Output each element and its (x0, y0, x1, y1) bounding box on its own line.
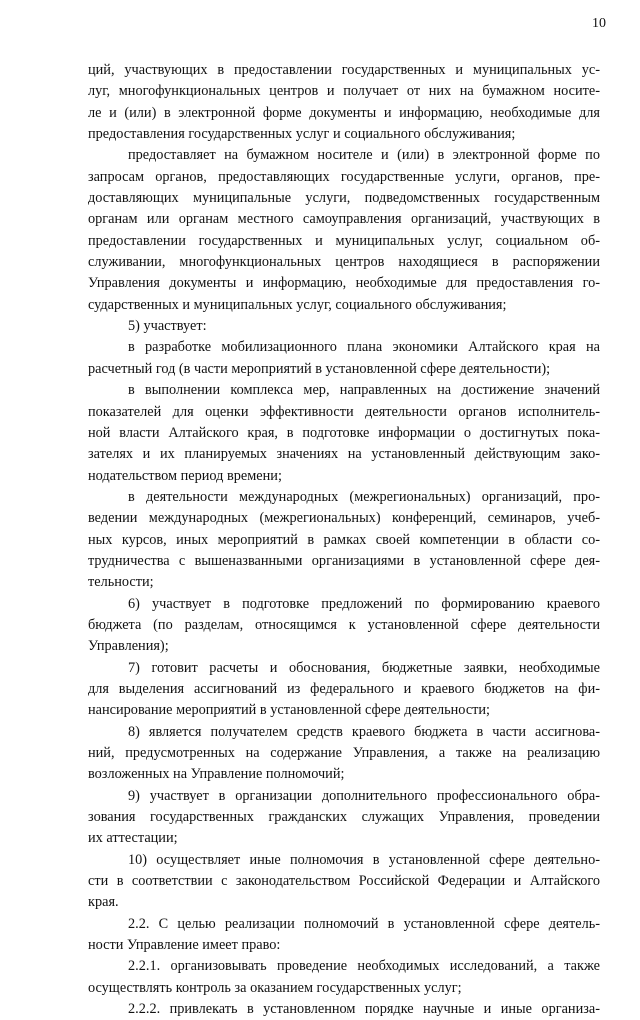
text-line: предоставления государственных услуг и социального обслуживания; (88, 126, 516, 143)
text-line: предоставляет на бумажном носителе и (или) в электронной форме по (128, 147, 600, 164)
text-line: ной власти Алтайского края, в подготовке информации о достигнутых пока- (88, 424, 600, 441)
text-line: 8) является получателем средств краевого бюджета в части ассигнова- (128, 723, 600, 740)
text-line: ности Управление имеет право: (88, 937, 281, 954)
text-line: зования государственных гражданских служащих Управления, проведении (88, 809, 600, 826)
text-line: сти в соответствии с законодательством Российской Федерации и Алтайского (88, 873, 600, 890)
text-line: осуществлять контроль за оказанием государственных услуг; (88, 979, 462, 996)
text-line: тельности; (88, 574, 154, 591)
text-line: нодательством период времени; (88, 467, 282, 484)
text-line: запросам органов, предоставляющих государственные услуги, органов, пре- (88, 168, 600, 185)
text-line: трудничества с вышеназванными организациями в установленной сфере дея- (88, 552, 600, 569)
text-line: ций, участвующих в предоставлении государственных и муниципальных ус- (88, 62, 600, 78)
text-line: в разработке мобилизационного плана экономики Алтайского края на (128, 339, 600, 356)
text-line: луг, многофункциональных центров и получает от них на бумажном носите- (88, 83, 600, 100)
text-line: 2.2. С целью реализации полномочий в установленной сфере деятель- (128, 915, 600, 932)
text-line: 6) участвует в подготовке предложений по формированию краевого (128, 595, 600, 612)
text-line: предоставлении государственных и муниципальных услуг, социальном об- (88, 232, 600, 249)
text-line: их аттестации; (88, 830, 178, 847)
text-line: 5) участвует: (128, 318, 207, 335)
text-line: расчетный год (в части мероприятий в установленной сфере деятельности); (88, 360, 551, 377)
text-line: нансирование мероприятий в установленной сфере деятельности; (88, 702, 491, 719)
text-line: бюджета (по разделам, относящимся к установленной сфере деятельности (88, 616, 600, 633)
text-line: ных курсов, иных мероприятий в рамках своей компетенции в области со- (88, 531, 600, 548)
text-line: доставляющих муниципальные услуги, подведомственных государственным (88, 190, 600, 207)
text-line: органам или органам местного самоуправления организаций, участвующих в (88, 211, 600, 228)
text-line: сударственных и муниципальных услуг, социального обслуживания; (88, 296, 507, 313)
text-line: 7) готовит расчеты и обоснования, бюджетные заявки, необходимые (128, 659, 600, 676)
text-line: края. (88, 894, 119, 911)
text-line: ле и (или) в электронной форме документы и информацию, необходимые для (88, 104, 600, 121)
text-line: в выполнении комплекса мер, направленных на достижение значений (128, 382, 600, 399)
page-number: 10 (592, 16, 606, 31)
text-line: 2.2.1. организовывать проведение необходимых исследований, а также (128, 958, 600, 975)
text-line: ний, предусмотренных на содержание Управления, а также на реализацию (88, 745, 600, 761)
text-line: служивании, многофункциональных центров находящиеся в распоряжении (88, 254, 600, 271)
text-line: показателей для оценки эффективности деятельности органов исполнитель- (88, 403, 600, 420)
text-line: 10) осуществляет иные полномочия в установленной сфере деятельно- (128, 851, 600, 868)
text-line: в деятельности международных (межрегиональных) организаций, про- (128, 488, 600, 505)
text-line: для выделения ассигнований из федерального и краевого бюджетов на фи- (88, 680, 600, 697)
text-line: зателях и их планируемых значениях на установленный действующим зако- (88, 446, 600, 463)
text-line: 9) участвует в организации дополнительного профессионального обра- (128, 787, 600, 804)
text-line: ведении международных (межрегиональных) конференций, семинаров, учеб- (88, 510, 600, 527)
text-line: 2.2.2. привлекать в установленном порядке научные и иные организа- (128, 1001, 600, 1018)
text-line: Управления); (88, 638, 169, 655)
text-line: Управления документы и информацию, необходимые для предоставления го- (88, 275, 600, 292)
text-line: возложенных на Управление полномочий; (88, 766, 345, 783)
body-text (88, 60, 600, 1020)
